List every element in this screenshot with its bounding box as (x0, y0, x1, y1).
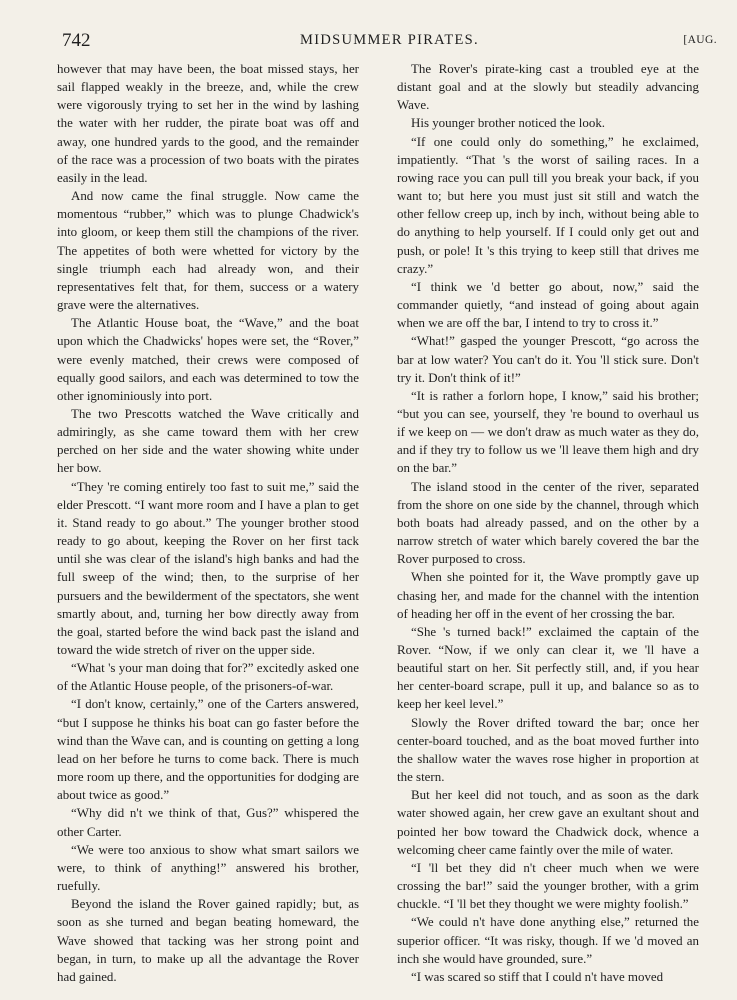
paragraph: The Rover's pirate-king cast a troubled eye at the distant goal and at the slowly but steadily advancing Wave. (397, 61, 699, 113)
paragraph: “I don't know, certainly,” one of the Carters answered, “but I suppose he thinks his boat can go faster before the wind than the Wave can, and is counting on getting a long lead on her before he turns to come back. There is much more room up there, and the opportunities for dodging are about twice as good.” (57, 696, 359, 803)
paragraph: “I 'll bet they did n't cheer much when we were crossing the bar!” said the younger brother, with a grim chuckle. “I 'll bet they thought we were mighty foolish.” (397, 859, 699, 912)
paragraph: The island stood in the center of the river, separated from the shore on one side by the channel, through which both boats had already passed, and on the other by a narrow stretch of water which barely covered the bar the Rover purposed to cross. (397, 478, 699, 567)
paragraph: “If one could only do something,” he exclaimed, impatiently. “That 's the worst of sailing races. In a rowing race you can pull till you break your back, if you want to; but here you must just sit still and watch the other fellow creep up, inch by inch, without being able to do anything to help yourself. If I could only get out and push, or pole! It 's this trying to keep still that drives me crazy.” (397, 133, 699, 276)
paragraph: His younger brother noticed the look. (411, 115, 606, 131)
right-column (397, 60, 699, 986)
running-title: MIDSUMMER PIRATES. (300, 32, 479, 48)
paragraph: “What 's your man doing that for?” excitedly asked one of the Atlantic House people, of the prisoners-of-war. (57, 660, 359, 694)
paragraph: “She 's turned back!” exclaimed the captain of the Rover. “Now, if we only can clear it, we 'll have a beautiful start on her. Sit perfectly still, and, if you hear her center-board scrape, pull it up, and balance so as to keep her keel level.” (397, 623, 699, 712)
running-header (62, 30, 717, 54)
paragraph: “We could n't have done anything else,” returned the superior officer. “It was risky, though. If we 'd moved an inch she would have grounded, sure.” (397, 914, 699, 966)
paragraph: however that may have been, the boat missed stays, her sail flapped weakly in the breeze, and, while the crew were vigorously trying to set her in the wind by lashing the water with her rudder, the pirate boat was off and away, one hundred yards to the good, and the remainder of the race was a procession of two boats with the pirates easily in the lead. (57, 61, 359, 185)
left-column (57, 60, 359, 986)
paragraph: But her keel did not touch, and as soon as the dark water showed again, her crew gave an exultant shout and pointed her bow toward the Chadwick dock, whence a welcoming cheer came faintly over the mile of water. (397, 787, 699, 857)
paragraph: Beyond the island the Rover gained rapidly; but, as soon as she turned and began beating homeward, the Wave showed that tacking was her strong point and began, in turn, to make up all the advantage the Rover had gained. (57, 896, 359, 984)
paragraph: “What!” gasped the younger Prescott, “go across the bar at low water? You can't do it. You 'll stick sure. Don't try it. Don't think of it!” (397, 333, 699, 385)
paragraph: The two Prescotts watched the Wave critically and admiringly, as she came toward them with her crew perched on her side and the water showing white under her bow. (57, 405, 359, 476)
paragraph: “We were too anxious to show what smart sailors we were, to think of anything!” answered his brother, ruefully. (57, 841, 359, 894)
month-label: [AUG. (683, 34, 717, 46)
page-number: 742 (62, 30, 91, 51)
paragraph: “Why did n't we think of that, Gus?” whispered the other Carter. (57, 805, 359, 839)
paragraph: The Atlantic House boat, the “Wave,” and the boat upon which the Chadwicks' hopes were set, the “Rover,” were evenly matched, their crews were composed of equally good sailors, and each was determined to tow the other ignominiously into port. (57, 315, 359, 403)
paragraph: And now came the final struggle. Now came the momentous “rubber,” which was to plunge Chadwick's into gloom, or keep them still the champions of the river. The appetites of both were whetted for victory by the single triumph each had already won, and their representatives felt that, for them, success or a watery grave were the alternatives. (57, 188, 359, 313)
paragraph: When she pointed for it, the Wave promptly gave up chasing her, and made for the channel with the intention of heading her off in the event of her crossing the bar. (397, 569, 699, 621)
paragraph: Slowly the Rover drifted toward the bar; once her center-board touched, and as the boat moved further into the shallow water the waves rose higher in proportion at the stern. (397, 714, 699, 785)
paragraph: “I think we 'd better go about, now,” said the commander quietly, “and instead of going about again when we are off the bar, I intend to try to cross it.” (397, 278, 699, 331)
paragraph: “They 're coming entirely too fast to suit me,” said the elder Prescott. “I want more room and I have a plan to get it. Stand ready to go about.” The younger brother stood ready to go about, keeping the Rover on her first tack until she was clear of the island's high banks and had the full sweep of the wind; then, to the surprise of her pursuers and the bewilderment of the spectators, she went smartly about, and, turning her bow directly away from the goal, started before the wind back past the island and toward the wide stretch of river on the upper side. (57, 478, 359, 657)
paragraph: “I was scared so stiff that I could n't have moved (411, 968, 664, 984)
paragraph: “It is rather a forlorn hope, I know,” said his brother; “but you can see, yourself, they 're bound to overhaul us if we keep on — we don't draw as much water as they do, and if they try to follow us we 'll leave them high and dry on the bar.” (397, 387, 699, 476)
